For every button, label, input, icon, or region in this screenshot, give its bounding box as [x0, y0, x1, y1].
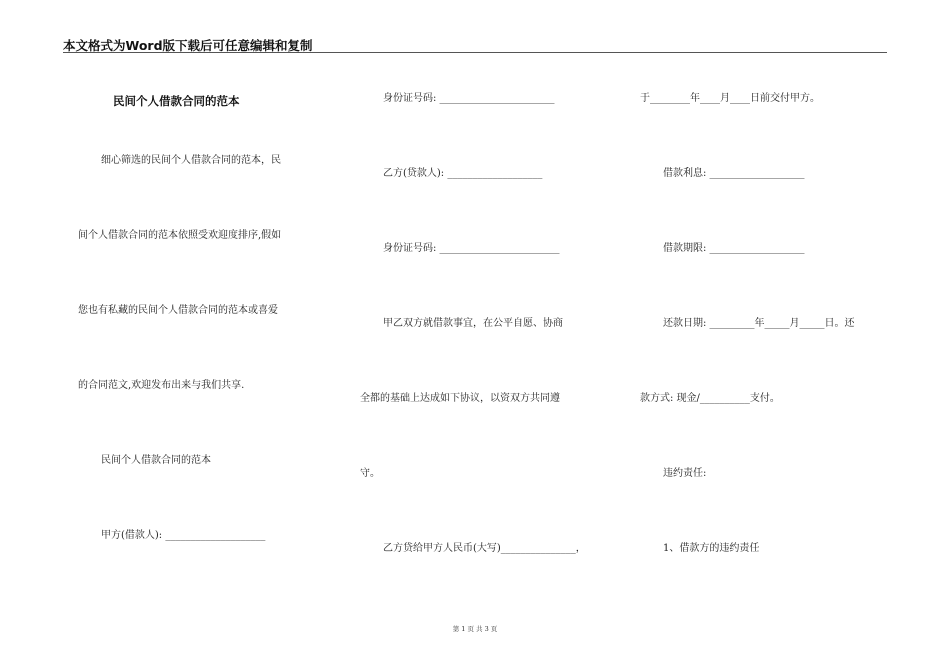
- paragraph-line: 间个人借款合同的范本依照受欢迎度排序,假如: [78, 230, 282, 241]
- id-number-field: 身份证号码: ________________________: [383, 243, 560, 254]
- section-heading: 民间个人借款合同的范本: [101, 455, 211, 466]
- paragraph-line: 守。: [360, 468, 380, 479]
- id-number-field: 身份证号码: _______________________: [383, 93, 555, 104]
- payment-method-field: 款方式: 现金/__________支付。: [640, 393, 780, 404]
- paragraph-line: 的合同范文,欢迎发布出来与我们共享.: [78, 380, 245, 391]
- page-footer: 第 1 页 共 3 页: [452, 625, 498, 633]
- section-heading: 违约责任:: [663, 468, 707, 479]
- loan-amount-field: 乙方贷给甲方人民币(大写)_______________，: [383, 543, 586, 554]
- paragraph-line: 甲乙双方就借款事宜，在公平自愿、协商: [383, 318, 563, 329]
- list-item: 1、借款方的违约责任: [663, 543, 760, 554]
- term-field: 借款期限: ___________________: [663, 243, 805, 254]
- interest-field: 借款利息: ___________________: [663, 168, 805, 179]
- header-title: 本文格式为Word版下载后可任意编辑和复制: [63, 38, 313, 53]
- borrower-field: 甲方(借款人): ____________________: [101, 530, 266, 541]
- paragraph-line: 细心筛选的民间个人借款合同的范本，民: [101, 155, 281, 166]
- lender-field: 乙方(贷款人): ___________________: [383, 168, 543, 179]
- repayment-date-field: 还款日期: _________年_____月_____日。还: [663, 318, 855, 329]
- paragraph-line: 全都的基础上达成如下协议，以资双方共同遵: [360, 393, 560, 404]
- paragraph-line: 您也有私藏的民间个人借款合同的范本或喜爱: [78, 305, 278, 316]
- page-header: [63, 36, 887, 53]
- document-title: 民间个人借款合同的范本: [113, 94, 240, 108]
- delivery-date-field: 于________年____月____日前交付甲方。: [640, 93, 820, 104]
